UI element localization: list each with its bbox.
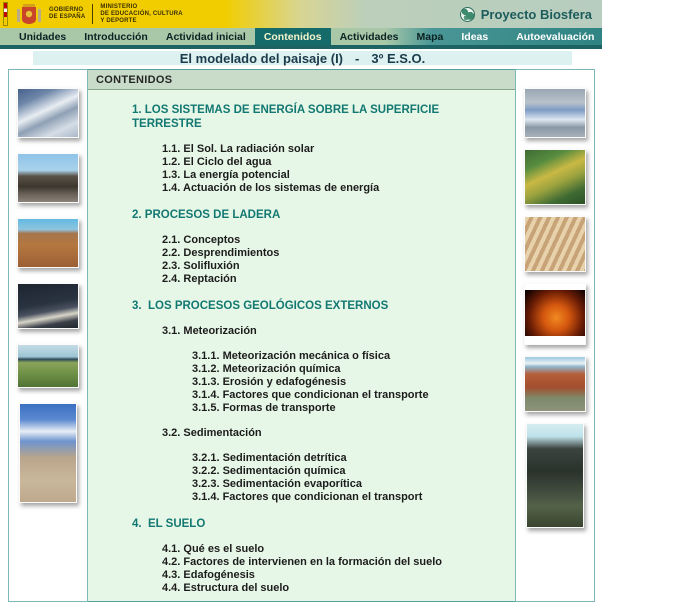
government-line2: DE ESPAÑA	[49, 14, 86, 20]
page-title-text: El modelado del paisaje (I)	[179, 50, 344, 66]
title-zone	[0, 51, 602, 69]
toc-item[interactable]: 4.4. Estructura del suelo	[162, 582, 290, 594]
brand-label: Proyecto Biosfera	[480, 6, 592, 22]
tab-enlaces[interactable]: Enlaces	[622, 31, 663, 43]
tab-introduccion[interactable]: Introducción	[84, 31, 148, 43]
toc-section	[132, 103, 505, 195]
photo-sand-ripples	[524, 216, 586, 272]
toc-section	[132, 299, 505, 504]
header-banner	[0, 0, 602, 28]
ministry-line2: DE EDUCACIÓN, CULTURA	[100, 10, 183, 17]
page-title-separator: -	[355, 50, 360, 66]
photo-red-badlands	[524, 356, 586, 412]
government-label	[49, 7, 85, 21]
ministry-label	[100, 4, 182, 25]
contents-header: CONTENIDOS	[88, 70, 515, 90]
government-line1: GOBIERNO	[49, 7, 84, 13]
spain-flag-strip-icon	[3, 2, 8, 26]
toc-item[interactable]: 3.2.3. Sedimentación evaporítica	[192, 478, 362, 490]
tab-actividad-inicial[interactable]: Actividad inicial	[165, 31, 246, 43]
toc-item[interactable]: 1.3. La energía potencial	[162, 169, 290, 181]
photo-balanced-rock	[17, 153, 79, 203]
toc-section-title[interactable]: 4. EL SUELO	[132, 518, 206, 530]
page-title-grade: 3º E.S.O.	[371, 50, 426, 66]
toc-item-list	[162, 234, 505, 286]
sidebar-right	[515, 69, 595, 602]
page-title	[33, 51, 572, 65]
nav-rule	[0, 45, 602, 49]
toc-item[interactable]: 1.2. El Ciclo del agua	[162, 156, 272, 168]
photo-dark-mountain-valley	[526, 423, 584, 528]
toc-section-title[interactable]: 1. LOS SISTEMAS DE ENERGÍA SOBRE LA SUPERFICIE TERRESTRE	[132, 104, 443, 130]
ministry-line3: Y DEPORTE	[100, 17, 137, 24]
toc-item[interactable]: 2.1. Conceptos	[162, 234, 241, 246]
toc-item[interactable]: 3.1.3. Erosión y edafogénesis	[192, 376, 347, 388]
toc-item[interactable]: 2.3. Solifluxión	[162, 260, 240, 272]
tab-actividades[interactable]: Actividades	[339, 31, 399, 43]
main-columns	[0, 69, 602, 602]
photo-coastal-road	[17, 283, 79, 329]
photo-green-hills	[17, 344, 79, 388]
nav-tabs-left	[0, 28, 452, 45]
toc-subsection-title[interactable]: 3.2. Sedimentación	[162, 427, 262, 439]
toc-item[interactable]: 3.1.4. Factores que condicionan el transport	[192, 491, 423, 503]
photo-orange-glow	[524, 283, 586, 345]
nav-bar	[0, 28, 663, 45]
ministry-line1: MINISTERIO	[100, 3, 138, 10]
spain-coat-of-arms-icon	[16, 2, 42, 26]
photo-desert-plain	[17, 218, 79, 268]
toc-item[interactable]: 4.1. Qué es el suelo	[162, 543, 265, 555]
toc-section	[132, 208, 505, 286]
banner-divider	[92, 4, 93, 24]
sidebar-left	[8, 69, 88, 602]
toc-item[interactable]: 3.2.1. Sedimentación detrítica	[192, 452, 347, 464]
toc-item-list	[192, 350, 505, 415]
toc-item[interactable]: 1.1. El Sol. La radiación solar	[162, 143, 315, 155]
photo-hillside-landslide	[524, 149, 586, 205]
toc-item[interactable]: 4.2. Factores de intervienen en la formación del suelo	[162, 556, 442, 568]
photo-misty-mountains	[17, 88, 79, 138]
tab-contenidos[interactable]: Contenidos	[255, 28, 331, 45]
photo-eroded-pinnacle	[19, 403, 77, 503]
tab-unidades[interactable]: Unidades	[19, 31, 67, 43]
toc-item[interactable]: 3.1.5. Formas de transporte	[192, 402, 336, 414]
tab-ideas[interactable]: Ideas	[461, 31, 489, 43]
photo-iceberg	[524, 88, 586, 138]
nav-tabs-right	[452, 28, 677, 45]
tab-autoevaluacion[interactable]: Autoevaluación	[516, 31, 595, 43]
toc	[88, 90, 515, 605]
tab-mapa[interactable]: Mapa	[416, 31, 444, 43]
toc-item[interactable]: 3.1.4. Factores que condicionan el transporte	[192, 389, 429, 401]
toc-item[interactable]: 3.1.2. Meteorización química	[192, 363, 341, 375]
toc-item[interactable]: 2.2. Desprendimientos	[162, 247, 280, 259]
toc-item[interactable]: 2.4. Reptación	[162, 273, 237, 285]
toc-section	[132, 517, 505, 595]
content-panel	[88, 69, 515, 602]
brand-link[interactable]	[460, 7, 602, 22]
toc-item[interactable]: 4.3. Edafogénesis	[162, 569, 255, 581]
toc-item-list	[192, 452, 505, 504]
toc-section-title[interactable]: 2. PROCESOS DE LADERA	[132, 209, 281, 221]
toc-subsection-title[interactable]: 3.1. Meteorización	[162, 325, 257, 337]
toc-item[interactable]: 3.2.2. Sedimentación química	[192, 465, 346, 477]
toc-item-list	[162, 143, 505, 195]
toc-item[interactable]: 3.1.1. Meteorización mecánica o física	[192, 350, 391, 362]
toc-section-title[interactable]: 3. LOS PROCESOS GEOLÓGICOS EXTERNOS	[132, 300, 389, 312]
toc-item-list	[162, 543, 505, 595]
globe-icon	[460, 7, 475, 22]
toc-item[interactable]: 1.4. Actuación de los sistemas de energía	[162, 182, 380, 194]
